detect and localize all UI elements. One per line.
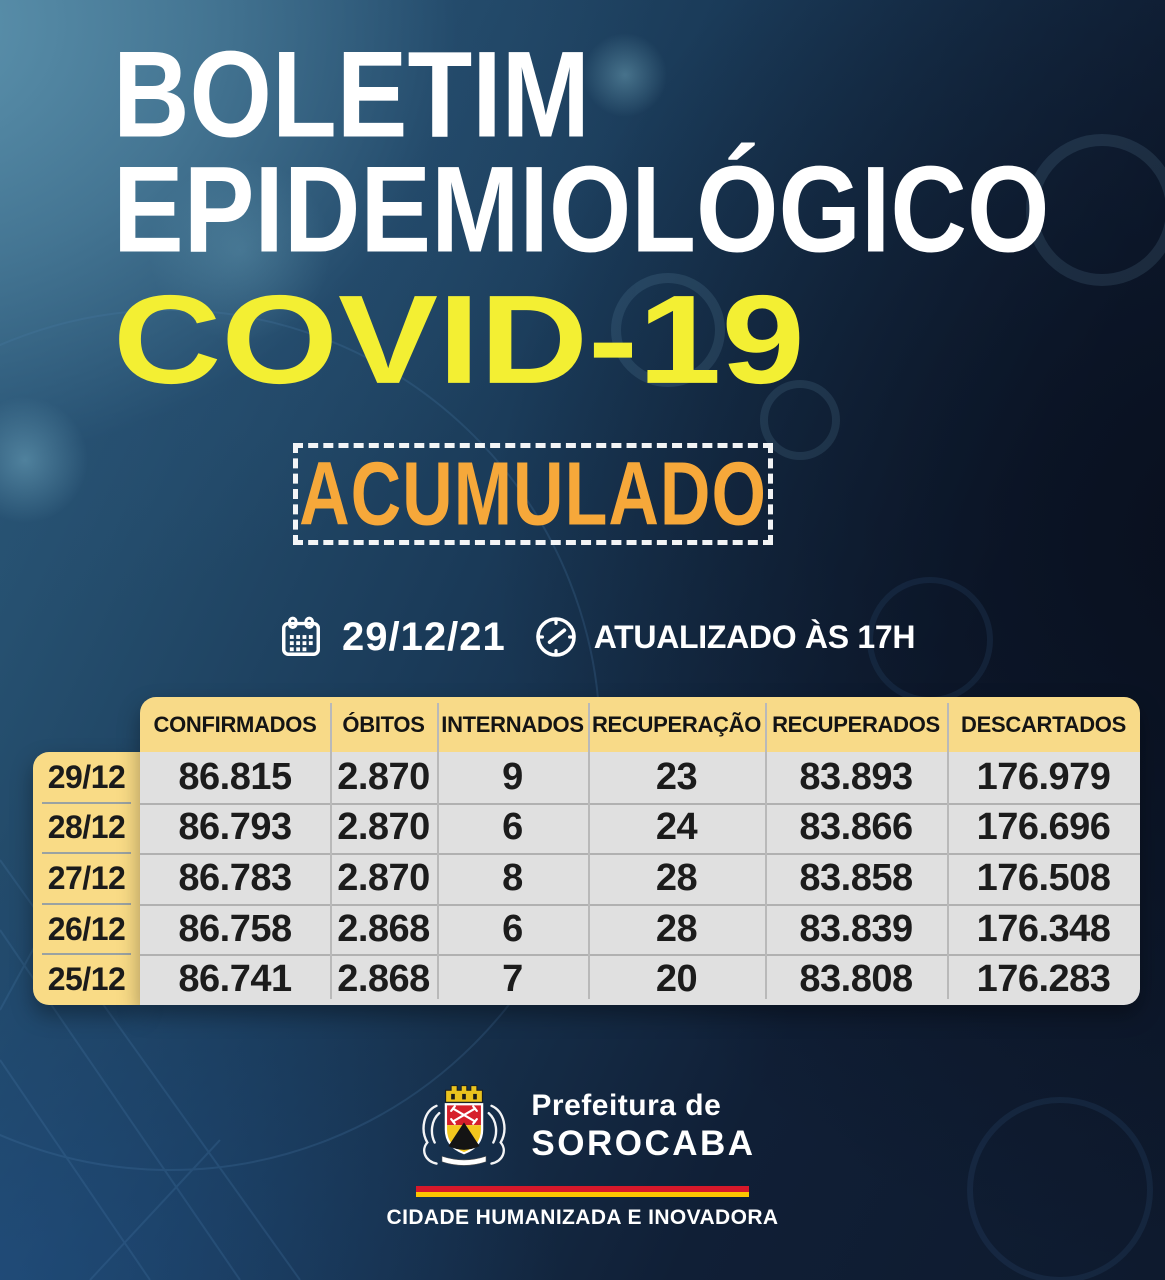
- table-body: [140, 752, 1140, 1005]
- column-divider: [947, 703, 949, 999]
- column-header-recuperados: RECUPERADOS: [772, 711, 940, 737]
- updated-time-label: ATUALIZADO ÀS 17H: [593, 618, 916, 655]
- table-cell: 28: [588, 853, 765, 904]
- table-cell: 176.348: [947, 904, 1140, 955]
- table-cell: 24: [588, 803, 765, 854]
- table-cell: 9: [502, 755, 523, 798]
- table-cell: 83.808: [765, 954, 947, 1005]
- acumulado-badge: [293, 443, 773, 545]
- brand-bar-yellow: [416, 1192, 749, 1197]
- table-cell: 83.866: [765, 803, 947, 854]
- column-divider: [765, 703, 767, 999]
- table-cell: 176.979: [976, 755, 1111, 798]
- table-cell: 86.815: [178, 755, 292, 798]
- covid-data-table: [33, 697, 1140, 1005]
- column-header-obitos: ÓBITOS: [342, 711, 425, 737]
- footer: [0, 1078, 1165, 1230]
- row-date: 29/12: [47, 758, 126, 795]
- table-cell: 2.870: [330, 853, 437, 904]
- table-cell: 2.868: [330, 954, 437, 1005]
- column-divider: [437, 703, 439, 999]
- column-divider: [588, 703, 590, 999]
- table-main: [140, 697, 1140, 1005]
- sorocaba-coat-of-arms: [409, 1078, 519, 1174]
- table-date-column: [33, 752, 140, 1005]
- table-cell: 7: [437, 954, 588, 1005]
- table-cell: 176.508: [947, 853, 1140, 904]
- table-cell: 20: [588, 954, 765, 1005]
- clock-icon: [532, 613, 580, 661]
- column-divider: [330, 703, 332, 999]
- calendar-icon: [278, 614, 324, 660]
- title-line-epidemiologico: EPIDEMIOLÓGICO: [113, 140, 1050, 279]
- table-cell: 6: [437, 904, 588, 955]
- row-date: 28/12: [33, 803, 140, 854]
- row-date: 25/12: [33, 954, 140, 1005]
- table-cell: 176.696: [947, 803, 1140, 854]
- org-name-line2: SOROCABA: [531, 1124, 756, 1163]
- org-name: [531, 1091, 755, 1161]
- column-header-confirmados: CONFIRMADOS: [153, 711, 317, 737]
- table-cell: 6: [437, 803, 588, 854]
- table-cell: 86.758: [140, 904, 330, 955]
- table-cell: 2.868: [330, 904, 437, 955]
- table-cell: 86.783: [140, 853, 330, 904]
- report-date: 29/12/21: [342, 614, 506, 659]
- row-date: 26/12: [33, 904, 140, 955]
- title-line-covid19: COVID-19: [113, 269, 805, 411]
- table-header: [140, 697, 1140, 752]
- row-date: 27/12: [33, 853, 140, 904]
- city-slogan: CIDADE HUMANIZADA E INOVADORA: [386, 1206, 779, 1229]
- table-cell: 86.741: [140, 954, 330, 1005]
- table-cell: 8: [437, 853, 588, 904]
- title-line-boletim: BOLETIM: [113, 25, 590, 164]
- table-cell: 23: [655, 755, 698, 798]
- table-cell: 2.870: [330, 803, 437, 854]
- table-cell: 83.839: [765, 904, 947, 955]
- brand-bar: [416, 1186, 749, 1197]
- meta-row: [278, 610, 915, 664]
- table-cell: 2.870: [337, 755, 430, 798]
- column-header-descartados: DESCARTADOS: [961, 711, 1126, 737]
- column-header-recuperacao: RECUPERAÇÃO: [591, 711, 762, 737]
- prefeitura-logo: [409, 1078, 755, 1174]
- column-header-internados: INTERNADOS: [441, 711, 584, 737]
- table-cell: 86.793: [140, 803, 330, 854]
- table-cell: 83.858: [765, 853, 947, 904]
- table-cell: 28: [588, 904, 765, 955]
- table-cell: 83.893: [799, 755, 913, 798]
- acumulado-badge-label: ACUMULADO: [299, 444, 767, 544]
- org-name-line1: Prefeitura de: [531, 1089, 722, 1122]
- table-cell: 176.283: [947, 954, 1140, 1005]
